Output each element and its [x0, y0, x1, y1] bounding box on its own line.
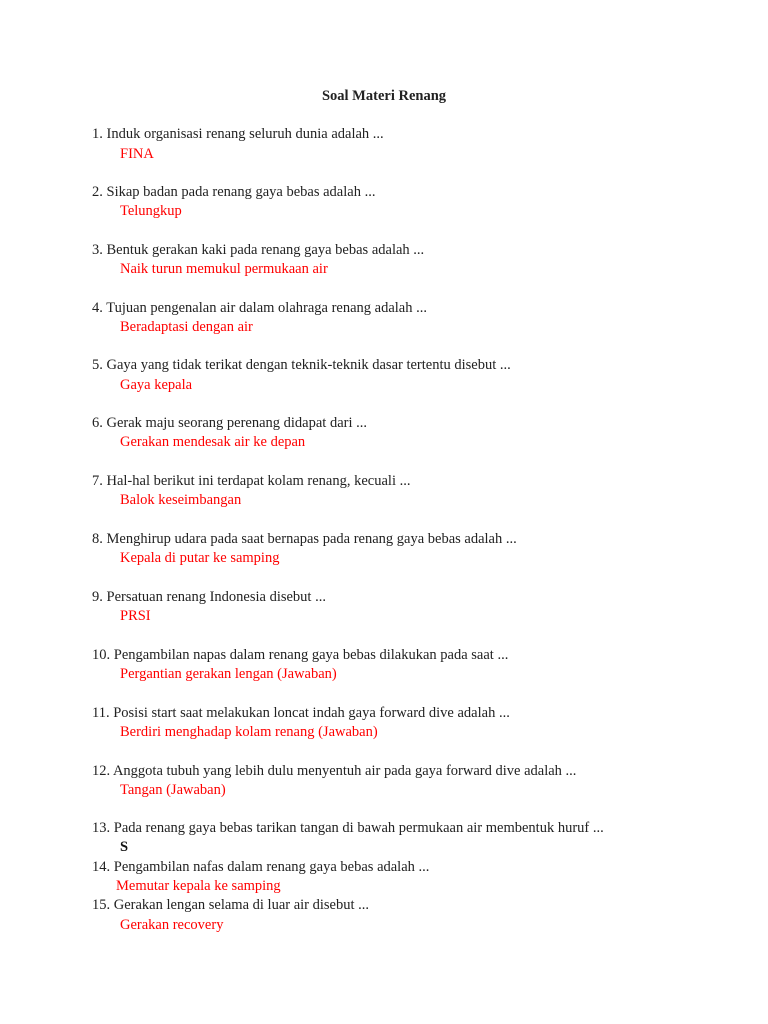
question-1: 1. Induk organisasi renang seluruh dunia adalah ... [92, 126, 384, 142]
answer-5: Gaya kepala [120, 377, 193, 393]
question-15: 15. Gerakan lengan selama di luar air disebut ... [92, 897, 370, 913]
question-6: 6. Gerak maju seorang perenang didapat dari ... [92, 415, 367, 431]
answer-7: Balok keseimbangan [120, 492, 242, 508]
question-8: 8. Menghirup udara pada saat bernapas pada renang gaya bebas adalah ... [92, 531, 517, 547]
answer-15: Gerakan recovery [120, 917, 224, 933]
answer-2: Telungkup [120, 203, 182, 219]
answer-14: Memutar kepala ke samping [116, 878, 281, 894]
question-9: 9. Persatuan renang Indonesia disebut ... [92, 589, 326, 605]
question-7: 7. Hal-hal berikut ini terdapat kolam renang, kecuali ... [92, 473, 411, 489]
answer-8: Kepala di putar ke samping [120, 550, 280, 566]
question-13: 13. Pada renang gaya bebas tarikan tangan di bawah permukaan air membentuk huruf ... [92, 820, 604, 836]
question-10: 10. Pengambilan napas dalam renang gaya bebas dilakukan pada saat ... [92, 647, 509, 663]
answer-6: Gerakan mendesak air ke depan [120, 434, 306, 450]
question-14: 14. Pengambilan nafas dalam renang gaya bebas adalah ... [92, 859, 430, 875]
question-12: 12. Anggota tubuh yang lebih dulu menyentuh air pada gaya forward dive adalah ... [92, 763, 577, 779]
answer-4: Beradaptasi dengan air [120, 319, 253, 335]
question-2: 2. Sikap badan pada renang gaya bebas adalah ... [92, 184, 376, 200]
page-title: Soal Materi Renang [321, 88, 447, 104]
question-3: 3. Bentuk gerakan kaki pada renang gaya bebas adalah ... [92, 242, 425, 258]
answer-13: S [120, 839, 129, 855]
answer-1: FINA [120, 146, 154, 162]
answer-11: Berdiri menghadap kolam renang (Jawaban) [120, 724, 378, 740]
answer-10: Pergantian gerakan lengan (Jawaban) [120, 666, 337, 682]
answer-9: PRSI [120, 608, 151, 624]
question-4: 4. Tujuan pengenalan air dalam olahraga renang adalah ... [92, 300, 427, 316]
answer-3: Naik turun memukul permukaan air [120, 261, 328, 277]
question-11: 11. Posisi start saat melakukan loncat indah gaya forward dive adalah ... [92, 705, 510, 721]
answer-12: Tangan (Jawaban) [120, 782, 226, 798]
question-5: 5. Gaya yang tidak terikat dengan teknik-teknik dasar tertentu disebut ... [92, 357, 511, 373]
